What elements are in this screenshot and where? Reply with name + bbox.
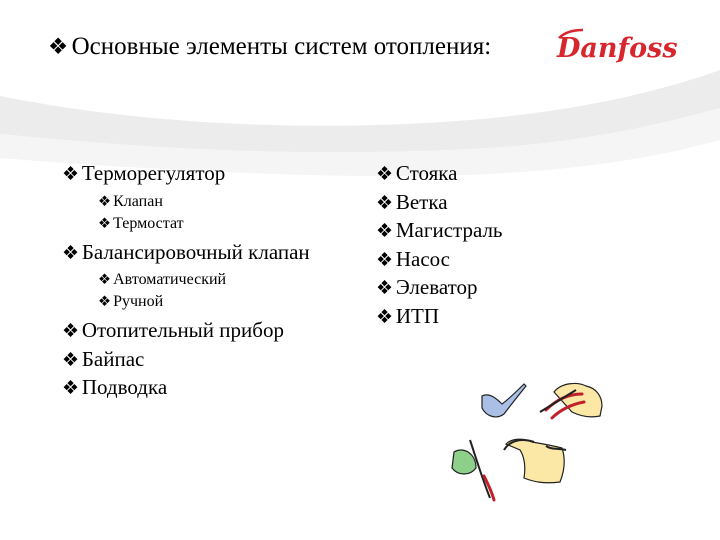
sub-list-item (62, 213, 310, 235)
bullet-icon: ❖ (62, 242, 79, 264)
logo-wordmark: Danfoss (557, 33, 678, 64)
list-item-label: ИТП (395, 303, 440, 328)
list-item-label: Магистраль (395, 218, 503, 242)
bullet-icon: ❖ (62, 378, 79, 399)
bullet-icon: ❖ (62, 164, 79, 185)
sub-list-item (62, 191, 310, 213)
list-item-label: Подводка (81, 375, 168, 399)
list-item (62, 239, 310, 268)
list-item-label: Ветка (395, 189, 448, 214)
list-item (376, 274, 503, 303)
list-item (376, 189, 503, 218)
bullet-icon: ❖ (62, 349, 79, 371)
decorative-doodles (440, 380, 620, 510)
bullet-icon: ❖ (376, 306, 393, 328)
list-item-label: Терморегулятор (81, 161, 226, 185)
list-item-label: Байпас (81, 346, 145, 371)
list-item (376, 160, 503, 189)
list-item (62, 317, 310, 346)
list-item (62, 374, 310, 403)
bullet-icon: ❖ (98, 272, 111, 288)
sub-list-item-label: Автоматический (113, 271, 227, 288)
title-text: Основные элементы систем отопления: (71, 33, 492, 60)
list-item-label: Насос (395, 246, 450, 271)
list-item-label: Стояка (395, 161, 458, 185)
list-item (376, 246, 503, 275)
left-bullet-list (62, 160, 310, 403)
list-item (62, 346, 310, 375)
list-item (376, 303, 503, 332)
bullet-icon: ❖ (376, 192, 393, 214)
bullet-icon: ❖ (98, 294, 111, 310)
list-item-label: Элеватор (395, 275, 478, 299)
sub-list-item (62, 291, 310, 313)
bullet-icon: ❖ (376, 164, 393, 185)
bullet-icon: ❖ (376, 278, 393, 299)
bullet-icon: ❖ (62, 321, 79, 342)
bullet-icon: ❖ (98, 193, 111, 210)
sub-list-item-label: Клапан (113, 192, 163, 210)
sub-list-item-label: Ручной (113, 293, 164, 310)
title-bullet-icon: ❖ (48, 34, 69, 59)
blue-ribbon-shape (482, 384, 526, 417)
list-item-label: Отопительный прибор (81, 318, 284, 342)
sub-list-item (62, 269, 310, 291)
right-bullet-list (376, 160, 503, 331)
danfoss-logo (553, 24, 678, 64)
list-item-label: Балансировочный клапан (81, 239, 310, 264)
slide-title (48, 30, 491, 64)
bullet-icon: ❖ (376, 221, 393, 242)
list-item (376, 217, 503, 246)
yellow-scroll-shape (506, 439, 564, 483)
green-leaf-shape (452, 450, 476, 474)
bullet-icon: ❖ (376, 249, 393, 271)
sub-list-item-label: Термостат (113, 214, 184, 232)
list-item (62, 160, 310, 189)
bullet-icon: ❖ (98, 215, 111, 232)
